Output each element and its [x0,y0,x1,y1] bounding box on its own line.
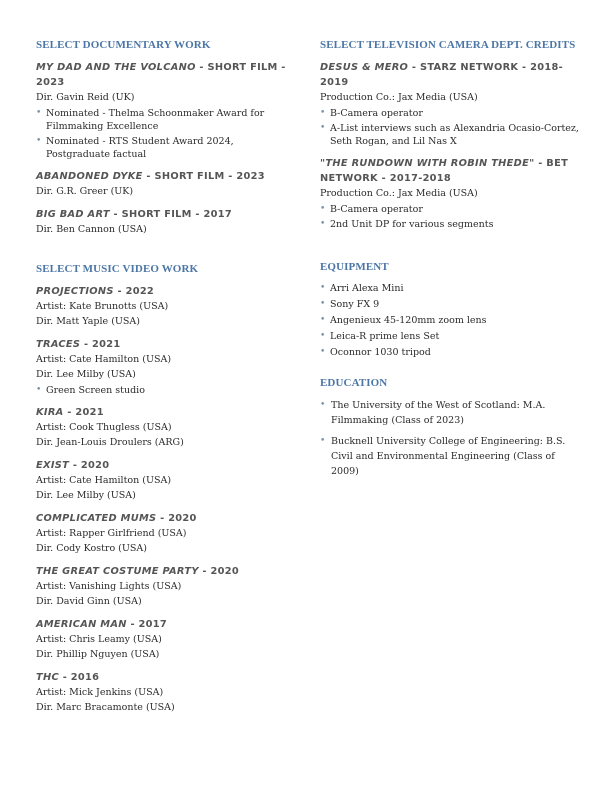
director: Dir. Jean-Louis Droulers (ARG) [36,437,184,448]
bullet-item: • Nominated - RTS Student Award 2024, Postgraduate factual [36,135,298,161]
documentary-section [36,38,298,245]
music-entry [36,564,298,609]
entry-title: COMPLICATED MUMS - 2020 [36,513,197,524]
entry-title: MY DAD AND THE VOLCANO - SHORT FILM - 2023 [36,62,286,88]
entry-title: PROJECTIONS - 2022 [36,286,155,297]
entry-title: THE GREAT COSTUME PARTY - 2020 [36,566,239,577]
bullet-item: • B-Camera operator [320,107,582,120]
tv-credits-section [320,38,582,239]
artist: Artist: Cook Thugless (USA) [36,422,172,433]
section-title: EDUCATION [320,377,388,389]
equipment-item: • Leica-R prime lens Set [320,330,582,343]
education-item: • Bucknell University College of Engineering: B.S. Civil and Environmental Engineering (Class of 2009) [320,434,582,479]
music-entry [36,511,298,556]
director: Dir. Lee Milby (USA) [36,490,136,501]
bullet-list [320,107,582,148]
director: Dir. G.R. Greer (UK) [36,186,134,197]
entry-title: DESUS & MERO - STARZ NETWORK - 2018-2019 [320,62,563,88]
director: Dir. Matt Yaple (USA) [36,316,140,327]
entry-title: "THE RUNDOWN WITH ROBIN THEDE" - BET NETWORK - 2017-2018 [320,158,569,184]
artist: Artist: Rapper Girlfriend (USA) [36,528,187,539]
director: Dir. Lee Milby (USA) [36,369,136,380]
entry-title: ABANDONED DYKE - SHORT FILM - 2023 [36,171,265,182]
bullet-item: • B-Camera operator [320,203,582,216]
music-entry [36,617,298,662]
doc-entry [36,60,298,161]
equipment-section [320,260,582,362]
director: Dir. Ben Cannon (USA) [36,224,147,235]
music-entry [36,284,298,329]
section-title: SELECT TELEVISION CAMERA DEPT. CREDITS [320,39,576,51]
tv-entry [320,60,582,148]
bullet-item: • Green Screen studio [36,384,298,397]
bullet-item: • Nominated - Thelma Schoonmaker Award for Filmmaking Excellence [36,107,298,133]
entry-title: THC - 2016 [36,672,100,683]
equipment-item: • Arri Alexa Mini [320,282,582,295]
artist: Artist: Cate Hamilton (USA) [36,354,172,365]
director: Dir. Marc Bracamonte (USA) [36,702,175,713]
artist: Artist: Cate Hamilton (USA) [36,475,172,486]
director: Dir. Cody Kostro (USA) [36,543,147,554]
music-entry [36,405,298,450]
tv-entry [320,156,582,231]
education-list [320,398,582,479]
entry-title: KIRA - 2021 [36,407,104,418]
education-section [320,376,582,485]
entry-title: BIG BAD ART - SHORT FILM - 2017 [36,209,232,220]
education-item: • The University of the West of Scotland: M.A. Filmmaking (Class of 2023) [320,398,582,428]
artist: Artist: Vanishing Lights (USA) [36,581,182,592]
entry-title: AMERICAN MAN - 2017 [36,619,167,630]
equipment-item: • Angenieux 45-120mm zoom lens [320,314,582,327]
artist: Artist: Chris Leamy (USA) [36,634,162,645]
section-title: SELECT MUSIC VIDEO WORK [36,263,199,275]
director: Dir. Gavin Reid (UK) [36,92,135,103]
equipment-item: • Sony FX 9 [320,298,582,311]
music-entry [36,458,298,503]
production-company: Production Co.: Jax Media (USA) [320,188,478,199]
music-entry [36,337,298,397]
bullet-list [36,384,298,397]
artist: Artist: Mick Jenkins (USA) [36,687,164,698]
bullet-list [320,203,582,231]
equipment-item: • Oconnor 1030 tripod [320,346,582,359]
director: Dir. David Ginn (USA) [36,596,142,607]
doc-entry [36,207,298,237]
doc-entry [36,169,298,199]
entry-title: EXIST - 2020 [36,460,110,471]
entry-title: TRACES - 2021 [36,339,121,350]
bullet-item: • 2nd Unit DP for various segments [320,218,582,231]
music-entry [36,670,298,715]
music-video-section [36,262,298,723]
bullet-list [36,107,298,161]
section-title: SELECT DOCUMENTARY WORK [36,39,211,51]
section-title: EQUIPMENT [320,261,389,273]
artist: Artist: Kate Brunotts (USA) [36,301,169,312]
production-company: Production Co.: Jax Media (USA) [320,92,478,103]
bullet-item: • A-List interviews such as Alexandria Ocasio-Cortez, Seth Rogan, and Lil Nas X [320,122,582,148]
director: Dir. Phillip Nguyen (USA) [36,649,160,660]
equipment-list [320,282,582,359]
